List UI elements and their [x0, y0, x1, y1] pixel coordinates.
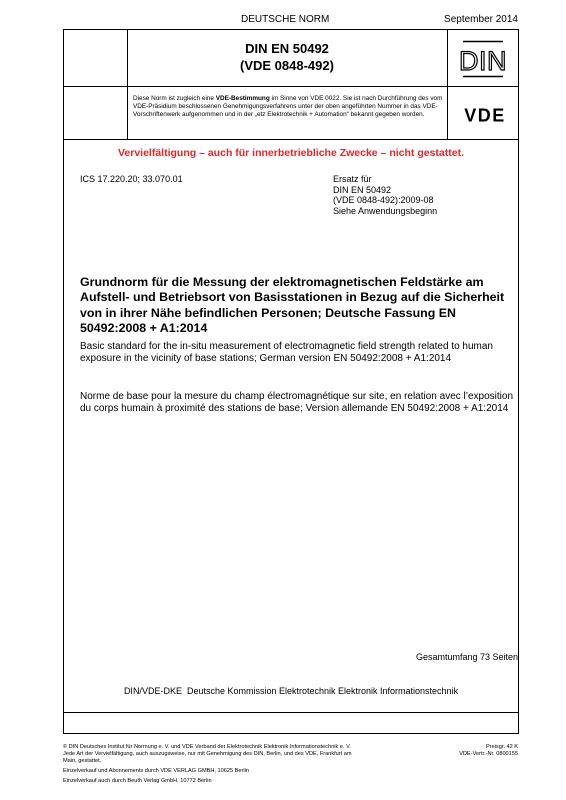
title-english: Basic standard for the in-situ measurement of electromagnetic field strength related to human exposure in the vicinity of base stations; German version EN 50492:2008 + A1:2014	[80, 341, 493, 364]
divider	[447, 29, 448, 139]
sales-info: Einzelverkauf auch durch Beuth Verlag GmbH, 10772 Berlin	[63, 778, 212, 784]
publication-date: September 2014	[444, 14, 518, 25]
divider	[63, 712, 519, 713]
vde-logo-icon	[455, 106, 515, 124]
committee: DIN/VDE-DKE Deutsche Kommission Elektrotechnik Elektronik Informationstechnik	[123, 686, 459, 696]
standard-number: DIN EN 50492	[245, 41, 329, 56]
din-logo-icon	[459, 40, 507, 78]
price-info: Preisgr. 42 K VDE-Vertr.-Nr. 0800155	[459, 744, 518, 757]
divider	[63, 86, 519, 87]
document-type-label: DEUTSCHE NORM	[241, 14, 330, 25]
ics-codes: ICS 17.220.20; 33.070.01	[80, 174, 183, 184]
title-german: Grundnorm für die Messung der elektromagnetischen Feldstärke am Aufstell- und Betriebsort von Basisstationen in Bezug auf die Sicherheit von in ihrer Nähe befindlichen Personen; Deutsche Fassung EN 50492:2008 + A1:2014	[80, 275, 505, 336]
total-pages: Gesamtumfang 73 Seiten	[415, 652, 518, 662]
vde-logo-text: VDE	[464, 105, 506, 126]
copyright-notice: © DIN Deutsches Institut für Normung e. V. und VDE Verband der Elektrotechnik Elektronik Informationstechnik e. V. Jede Art der Vervielfältigung, auch auszugsweise, nur mit Genehmigung des DIN, Berlin, und des VDE, Frankfurt am Main, gestattet.	[63, 744, 352, 764]
din-logo-text: DIN	[459, 46, 507, 76]
standard-identifier	[128, 40, 446, 74]
reproduction-warning: Vervielfältigung – auch für innerbetriebliche Zwecke – nicht gestattet.	[117, 147, 464, 159]
cover-frame	[63, 29, 519, 734]
divider	[63, 139, 519, 140]
vde-note: Diese Norm ist zugleich eine VDE-Bestimmung im Sinne von VDE 0022. Sie ist nach Durchführung des vom VDE-Präsidium beschlossenen Genehmigungsverfahrens unter der oben angeführten Nummer in das VDE-Vorschriftenwerk aufgenommen und in der „etz Elektrotechnik + Automation“ bekannt gegeben worden.	[133, 95, 443, 119]
vde-classification: (VDE 0848-492)	[240, 58, 334, 73]
sales-info: Einzelverkauf und Abonnements durch VDE VERLAG GMBH, 10625 Berlin	[63, 768, 249, 774]
title-french: Norme de base pour la mesure du champ électromagnétique sur site, en relation avec l’exposition du corps humain à proximité des stations de base; Version allemande EN 50492:2008 + A1:2014	[80, 391, 514, 414]
replacement-info: Ersatz für DIN EN 50492 (VDE 0848-492):2009-08 Siehe Anwendungsbeginn	[333, 174, 438, 216]
